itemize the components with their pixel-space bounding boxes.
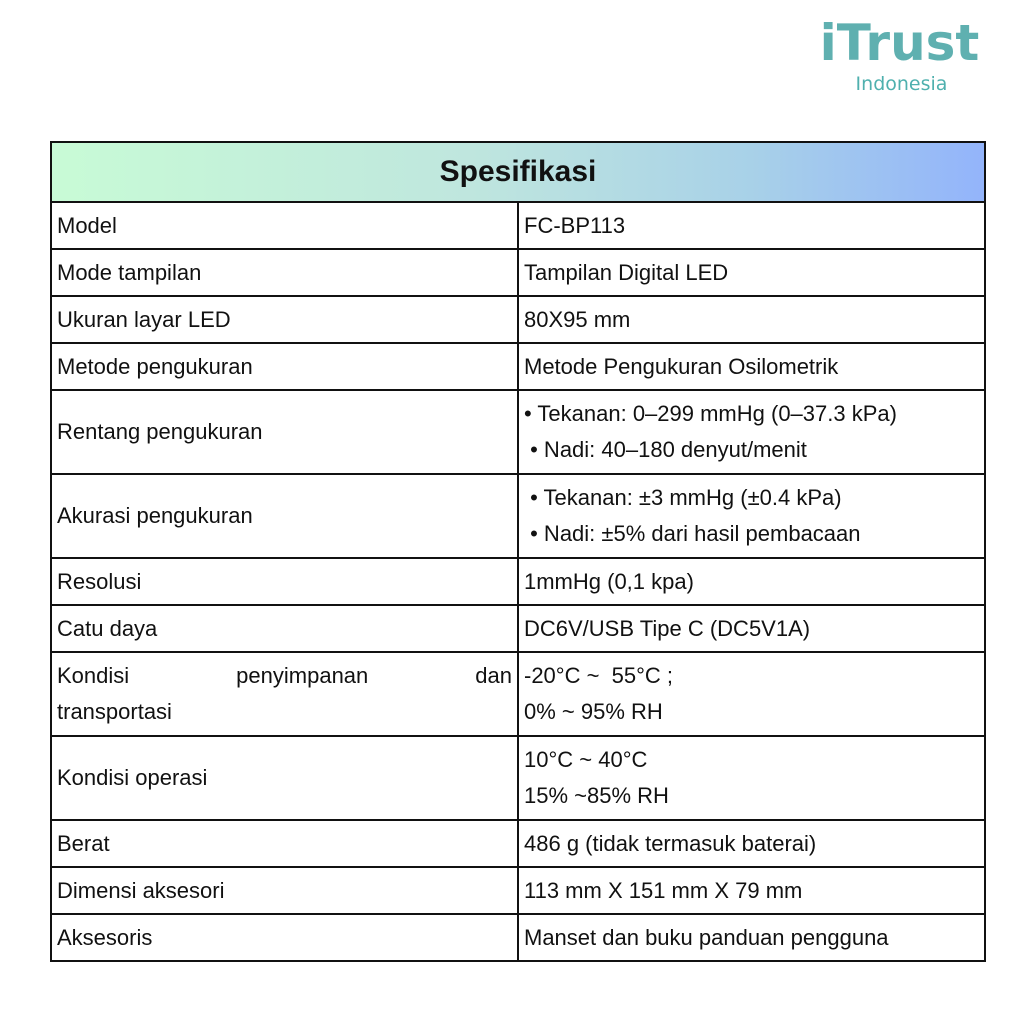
table-row [51,867,985,914]
spec-label: Berat [51,820,518,867]
spec-value [518,914,985,961]
spec-label: Catu daya [51,605,518,652]
spec-label: Kondisi operasi [51,736,518,820]
spec-value-line: DC6V/USB Tipe C (DC5V1A) [524,615,811,641]
spec-value [518,605,985,652]
spec-value [518,343,985,390]
itrust-logo [812,14,987,96]
spec-value [518,652,985,736]
spec-value [518,558,985,605]
spec-label: Mode tampilan [51,249,518,296]
spec-label: Rentang pengukuran [51,390,518,474]
table-row [51,202,985,249]
table-row [51,914,985,961]
spec-value [518,820,985,867]
spec-value [518,202,985,249]
table-row [51,249,985,296]
table-row [51,558,985,605]
spec-value-line: 113 mm X 151 mm X 79 mm [524,877,803,903]
spec-value-line: • Nadi: ±5% dari hasil pembacaan [524,521,861,546]
spec-value [518,390,985,474]
spec-label: Model [51,202,518,249]
spec-value-line: Metode Pengukuran Osilometrik [524,353,839,379]
spec-value-line: 15% ~85% RH [524,783,669,808]
spec-value-line: • Nadi: 40–180 denyut/menit [524,437,807,462]
logo-brand: iTrust [819,14,980,72]
spec-value-line: • Tekanan: ±3 mmHg (±0.4 kPa) [524,485,842,510]
spec-label: Akurasi pengukuran [51,474,518,558]
spec-value-line: 10°C ~ 40°C [524,747,648,772]
spec-label [51,652,518,736]
table-row [51,343,985,390]
spec-label-line: Kondisi penyimpanan dan [57,663,512,688]
spec-value-line: 1mmHg (0,1 kpa) [524,568,694,594]
table-row [51,390,985,474]
spec-value [518,249,985,296]
spec-value [518,296,985,343]
spec-value [518,867,985,914]
table-row [51,736,985,820]
spec-value [518,474,985,558]
spec-value-line: FC-BP113 [524,212,626,238]
spec-label: Aksesoris [51,914,518,961]
spec-label: Dimensi aksesori [51,867,518,914]
table-row [51,296,985,343]
spec-label: Resolusi [51,558,518,605]
table-row [51,605,985,652]
table-row [51,652,985,736]
spec-value-line: 486 g (tidak termasuk baterai) [524,830,817,856]
spec-value-line: Tampilan Digital LED [524,259,729,285]
table-row [51,820,985,867]
table-title: Spesifikasi [51,142,985,202]
spec-value-line: Manset dan buku panduan pengguna [524,924,889,950]
specification-table [50,141,986,962]
spec-value-line: • Tekanan: 0–299 mmHg (0–37.3 kPa) [524,401,897,426]
spec-label-line: transportasi [57,699,172,724]
spec-value [518,736,985,820]
logo-subtitle: Indonesia [855,73,948,95]
spec-value-line: 0% ~ 95% RH [524,699,663,724]
spec-value-line: 80X95 mm [524,306,631,332]
spec-label: Metode pengukuran [51,343,518,390]
spec-value-line: -20°C ~ 55°C ; [524,663,674,688]
table-row [51,474,985,558]
spec-label: Ukuran layar LED [51,296,518,343]
